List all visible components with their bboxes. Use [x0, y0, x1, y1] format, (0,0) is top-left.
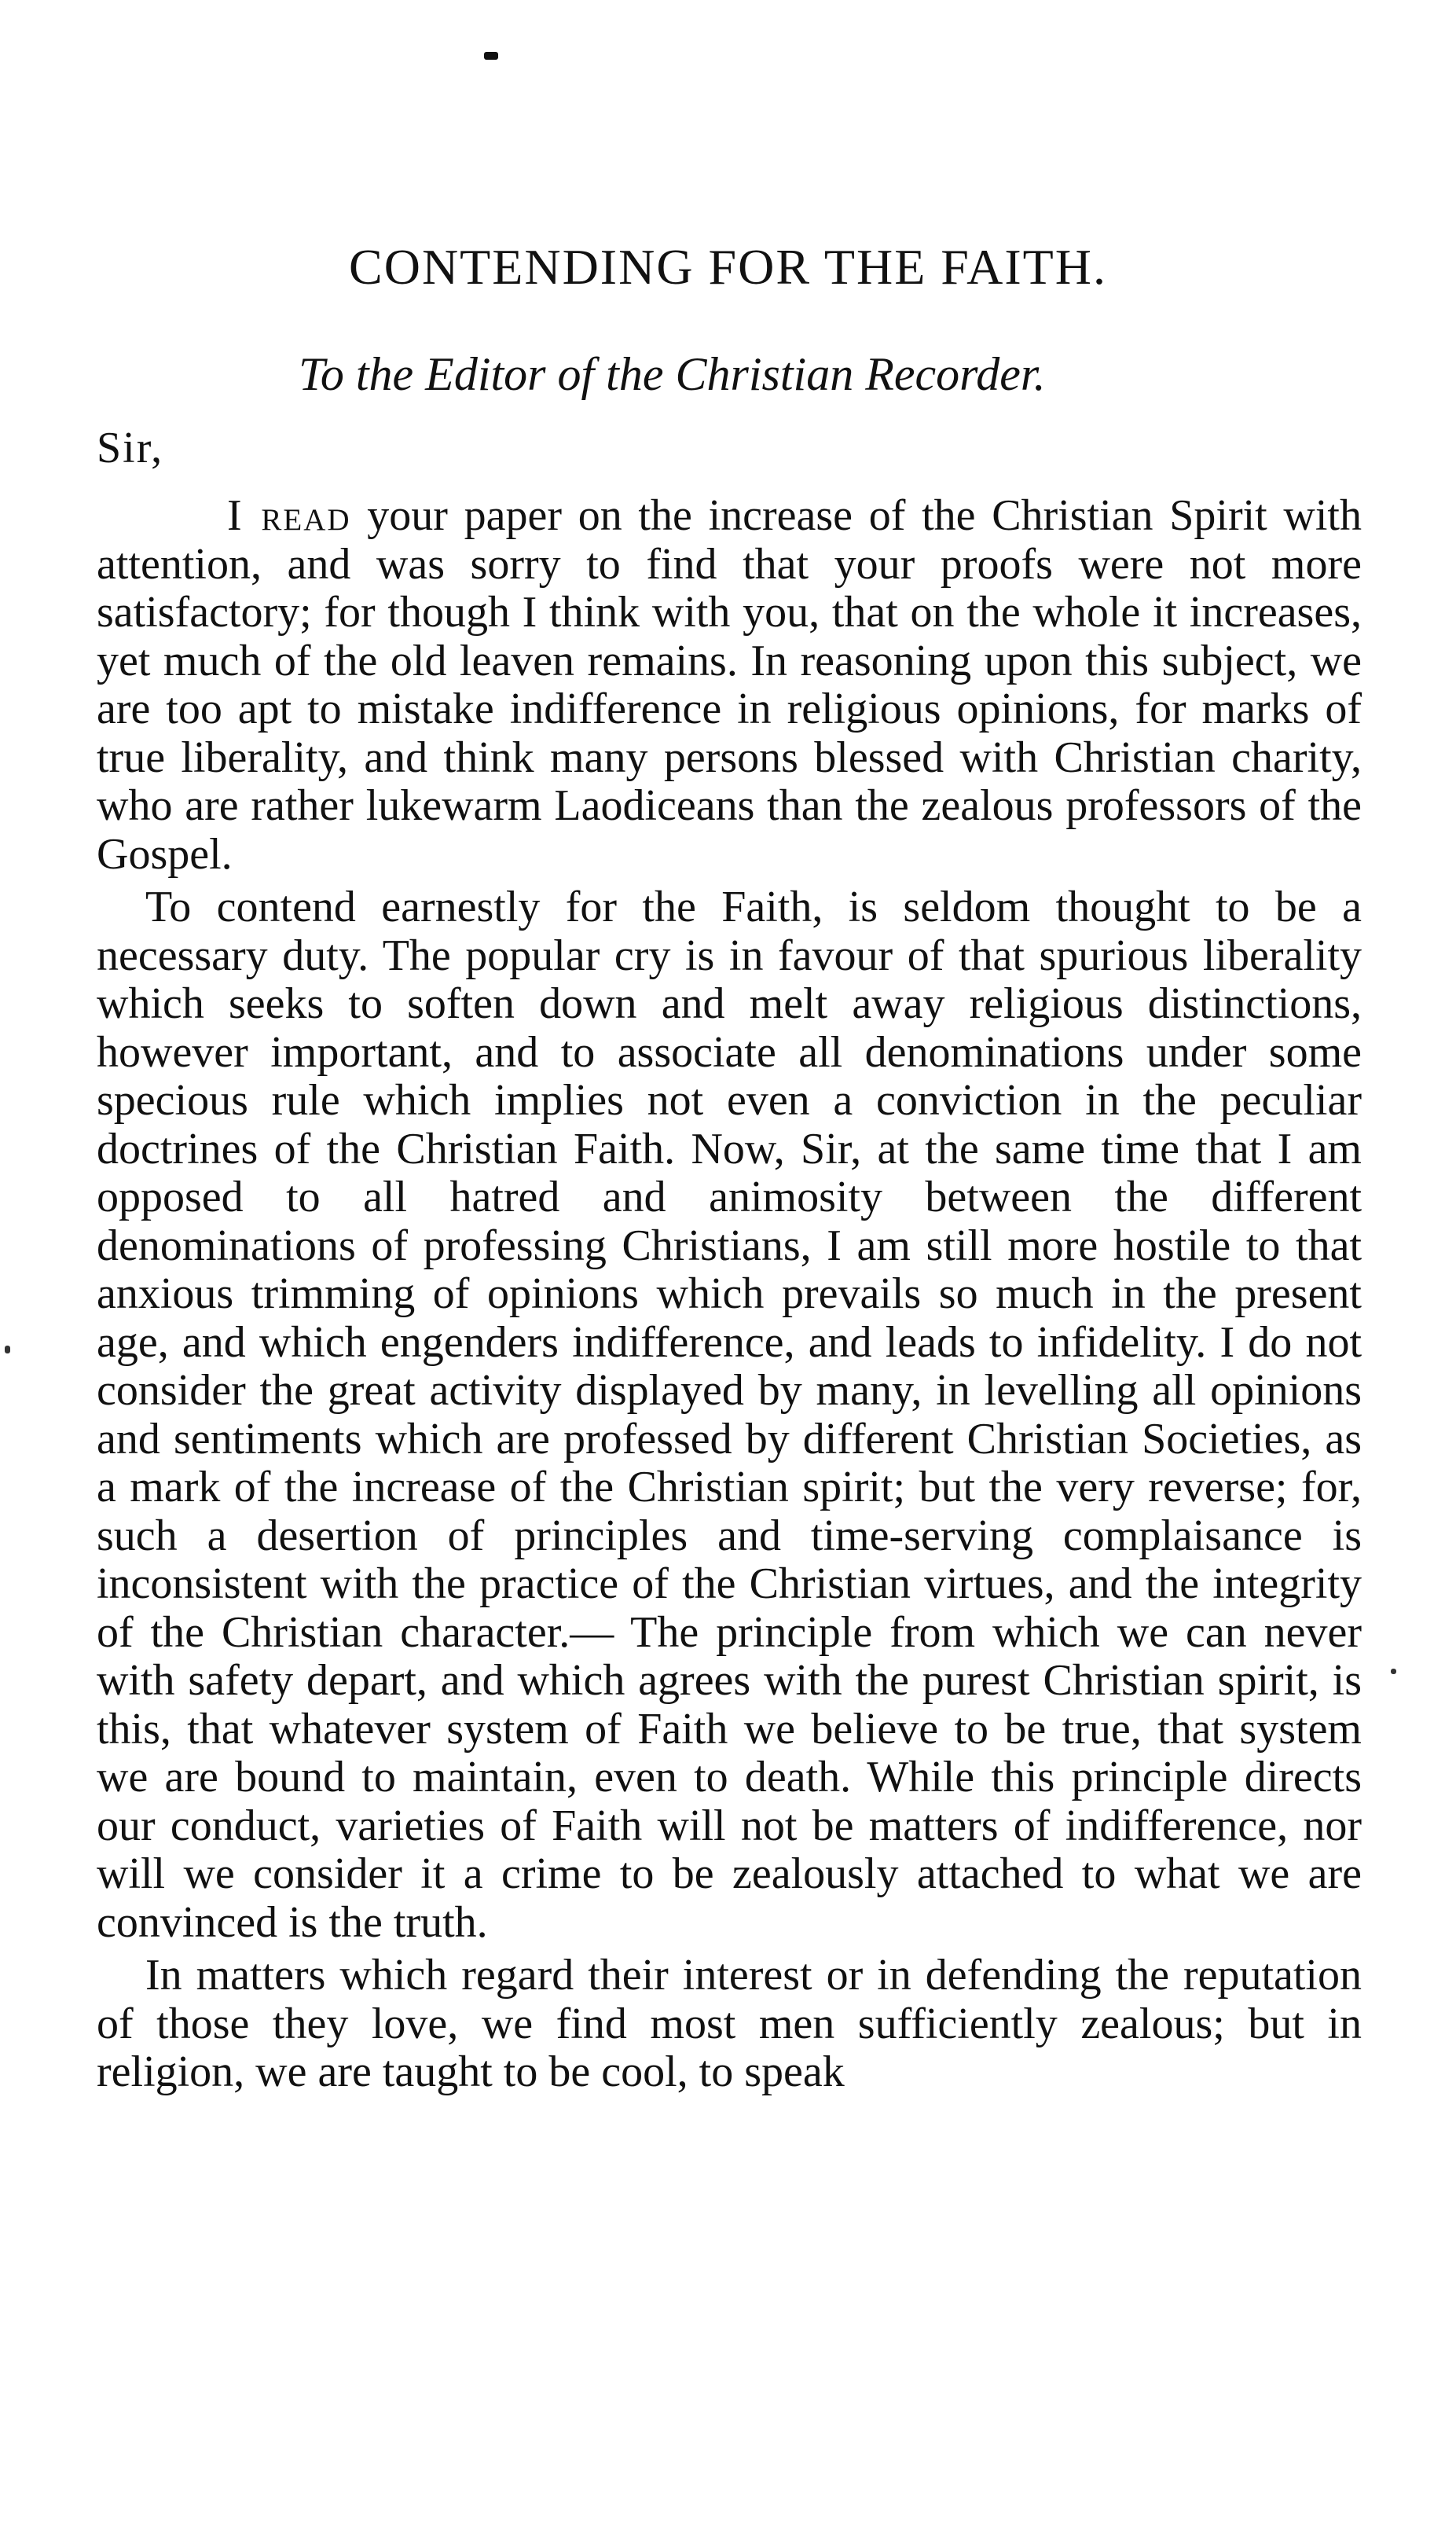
paragraph: [97, 492, 1362, 879]
ink-speck: [1391, 1669, 1396, 1674]
salutation: Sir,: [97, 424, 164, 472]
ink-speck: [5, 1346, 10, 1353]
paragraph-lead: I read: [227, 491, 351, 540]
article-body: [97, 492, 1362, 2102]
paragraph: [97, 883, 1362, 1947]
paragraph-text: To contend earnestly for the Faith, is seldom thought to be a necessary duty. The popular cry is in favour of that spurious liberality which seeks to soften down and melt away religious distinctions, however important, and to associate all denominations under some specious rule which implies not even a conviction in the peculiar doctrines of the Christian Faith. Now, Sir, at the same time that I am opposed to all hatred and animosity between the different denominations of professing Christians, I am still more hostile to that anxious trimming of opinions which prevails so much in the present age, and which engenders indifference, and leads to infidelity. I do not consider the great activity displayed by many, in levelling all opinions and sentiments which are professed by different Christian Societies, as a mark of the increase of the Christian spirit; but the very reverse; for, such a desertion of principles and time-serving complaisance is inconsistent with the practice of the Christian virtues, and the integrity of the Christian character.— The principle from which we can never with safety depart, and which agrees with the purest Christian spirit, is this, that whatever system of Faith we believe to be true, that system we are bound to maintain, even to death. While this principle directs our conduct, varieties of Faith will not be matters of indifference, nor will we consider it a crime to be zealously attached to what we are convinced is the truth.: [97, 883, 1362, 1947]
ink-speck: [484, 52, 498, 60]
paragraph: [97, 1952, 1362, 2097]
paragraph-text: your paper on the increase of the Christian Spirit with attention, and was sorry to find that your proofs were not more satisfactory; for though I think with you, that on the whole it increases, yet much of the old leaven remains. In reasoning upon this subject, we are too apt to mistake indifference in religious opinions, for marks of true liberality, and think many persons blessed with Christian charity, who are rather lukewarm Laodiceans than the zealous professors of the Gospel.: [97, 491, 1362, 879]
address-line: To the Editor of the Christian Recorder.: [299, 348, 1046, 400]
article-title: CONTENDING FOR THE FAITH.: [349, 239, 1107, 295]
paragraph-text: In matters which regard their interest or in defending the reputation of those they love, we find most men sufficiently zealous; but in religion, we are taught to be cool, to speak: [97, 1951, 1362, 2096]
